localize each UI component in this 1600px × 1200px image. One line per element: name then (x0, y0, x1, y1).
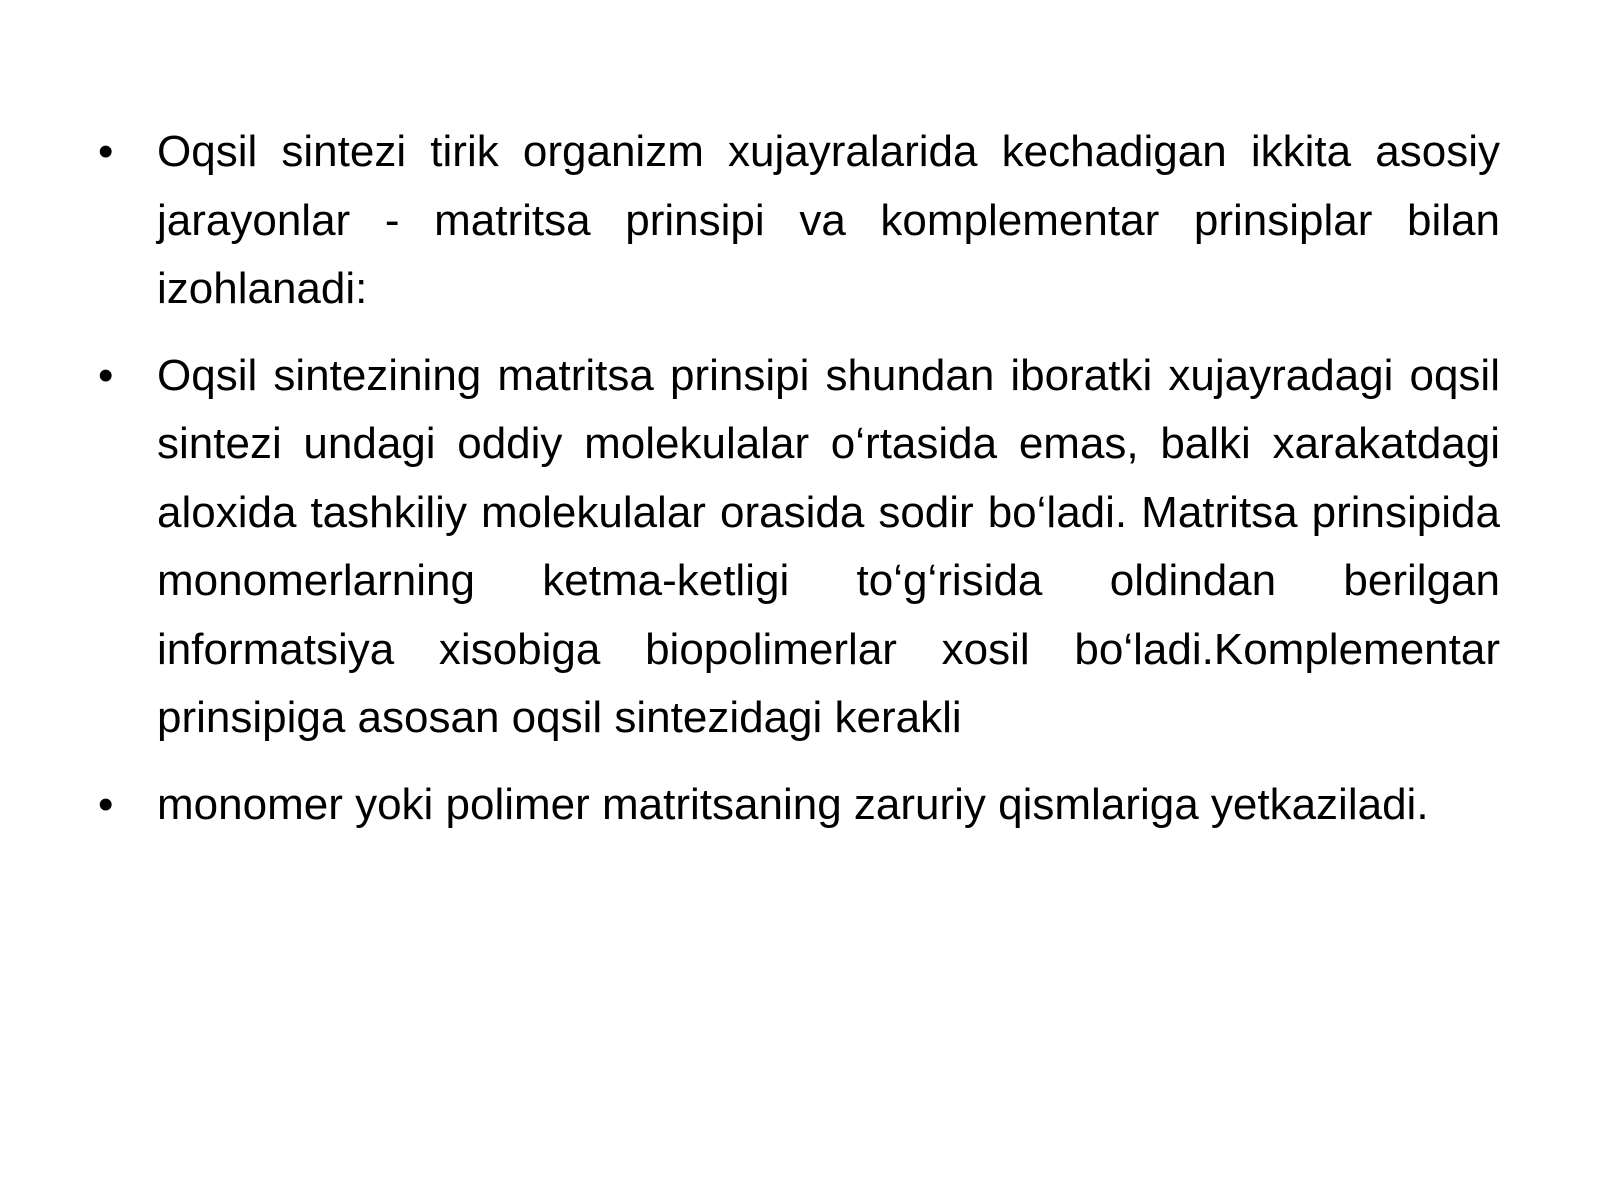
bullet-list (93, 118, 1500, 839)
bullet-text-3: monomer yoki polimer matritsaning zaruriy qismlariga yetkaziladi. (157, 779, 1429, 829)
bullet-text-2: Oqsil sintezining matritsa prinsipi shundan iboratki xujayradagi oqsil sintezi undagi oddiy molekulalar o‘rtasida emas, balki xarakatdagi aloxida tashkiliy molekulalar orasida sodir bo‘ladi. Matritsa prinsipida monomerlarning ketma-ketligi to‘g‘risida oldindan berilgan informatsiya xisobiga biopolimerlar xosil bo‘ladi.Komplementar prinsipiga asosan oqsil sintezidagi kerakli (157, 350, 1500, 742)
bullet-dot-icon: • (98, 127, 114, 176)
bullet-dot-icon: • (98, 779, 114, 829)
bullet-item-2 (93, 342, 1500, 753)
bullet-item-1 (93, 118, 1500, 324)
bullet-dot-icon: • (98, 350, 114, 400)
bullet-item-3 (93, 771, 1500, 840)
bullet-text-1: Oqsil sintezi tirik organizm xujayralarida kechadigan ikkita asosiy jarayonlar - matritsa prinsipi va komplementar prinsiplar bilan izohlanadi: (157, 127, 1500, 313)
